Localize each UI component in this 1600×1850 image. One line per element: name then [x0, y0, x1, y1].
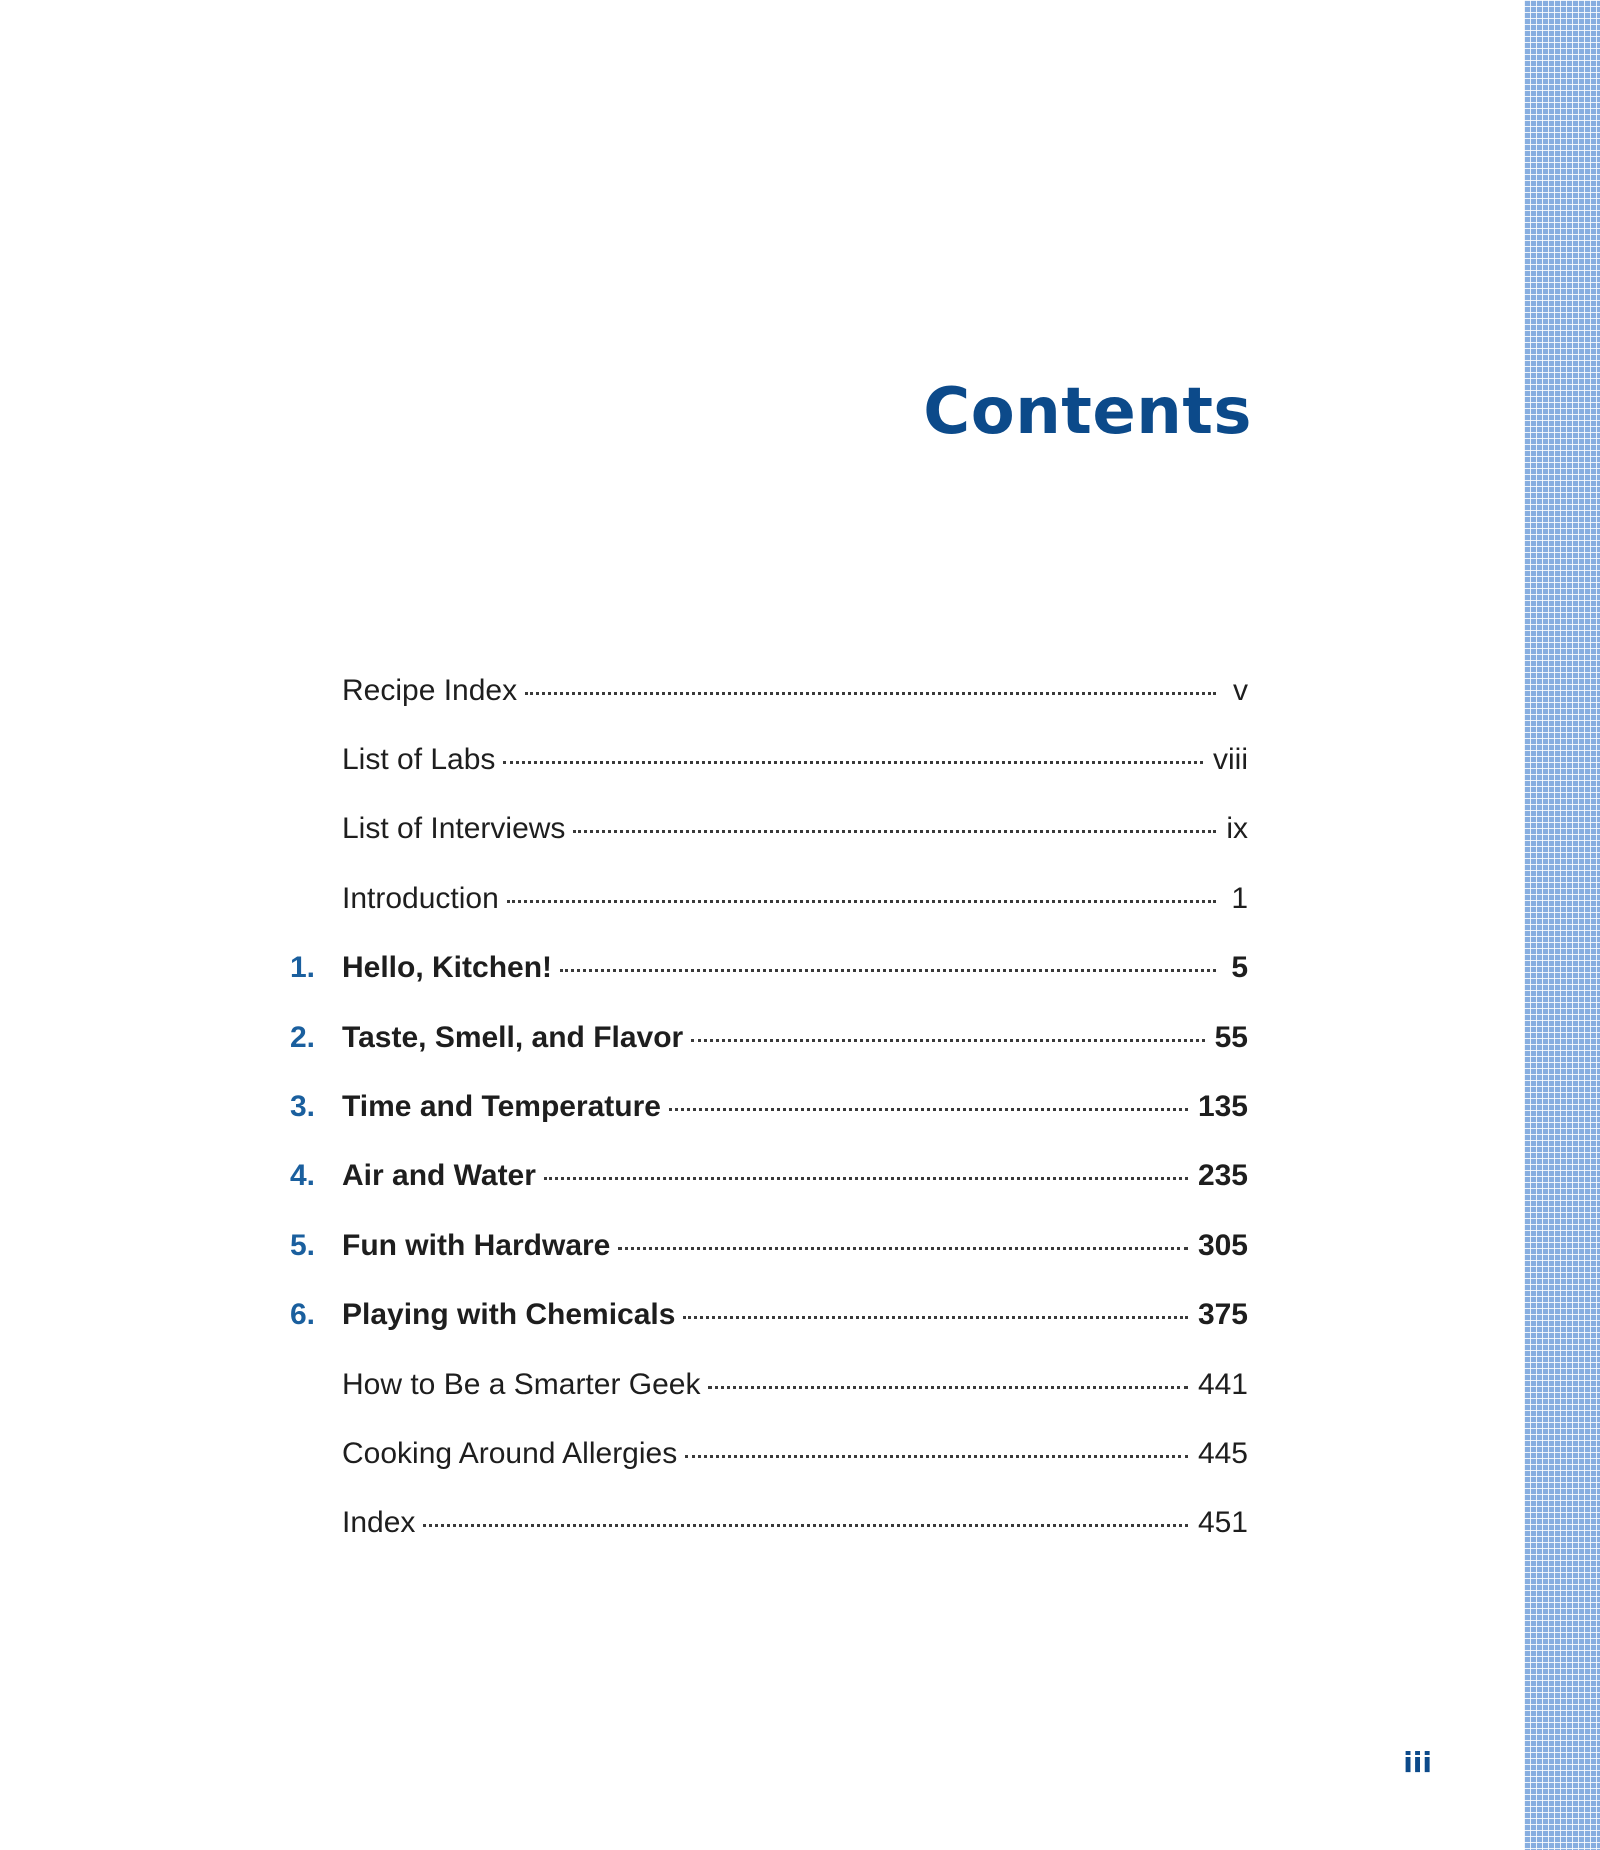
- toc-entry-list-of-interviews[interactable]: [280, 795, 1248, 864]
- toc-entry-recipe-index[interactable]: [280, 656, 1248, 725]
- toc-entry-chapter-4[interactable]: [280, 1142, 1248, 1211]
- toc-entry-number: 5.: [290, 1228, 316, 1262]
- toc-entry-title: List of Labs: [342, 743, 496, 777]
- toc-entry-title: Hello, Kitchen!: [342, 951, 553, 985]
- toc-entry-title: Index: [342, 1506, 416, 1540]
- toc-entry-page: viii: [1213, 743, 1248, 777]
- toc-entry-index[interactable]: [280, 1489, 1248, 1558]
- dot-leader: [544, 1177, 1188, 1180]
- dot-leader: [683, 1316, 1188, 1319]
- toc-entry-page: 235: [1197, 1159, 1248, 1193]
- toc-entry-page: 55: [1214, 1020, 1248, 1054]
- toc-entry-title: Cooking Around Allergies: [342, 1436, 678, 1470]
- toc-entry-introduction[interactable]: [280, 864, 1248, 933]
- dot-leader: [573, 830, 1216, 833]
- toc-entry-title: Air and Water: [342, 1159, 536, 1193]
- toc-entry-page: 445: [1197, 1436, 1248, 1470]
- toc-entry-list-of-labs[interactable]: [280, 725, 1248, 794]
- toc-entry-page: v: [1233, 673, 1248, 707]
- toc-entry-page: 5: [1231, 951, 1248, 985]
- toc-entry-chapter-3[interactable]: [280, 1072, 1248, 1141]
- toc-entry-number: 6.: [290, 1298, 316, 1332]
- toc-entry-page: ix: [1226, 812, 1248, 846]
- toc-entry-number: 1.: [290, 951, 316, 985]
- toc-entry-title: Time and Temperature: [342, 1090, 661, 1124]
- toc-entry-smarter-geek[interactable]: [280, 1350, 1248, 1419]
- dot-leader: [507, 900, 1216, 903]
- dot-leader: [708, 1386, 1187, 1389]
- toc-entry-page: 441: [1197, 1367, 1248, 1401]
- dot-leader: [669, 1108, 1188, 1111]
- toc-entry-page: 305: [1197, 1228, 1248, 1262]
- toc-entry-page: 135: [1197, 1090, 1248, 1124]
- toc-entry-title: Recipe Index: [342, 673, 518, 707]
- toc-entry-title: Introduction: [342, 881, 499, 915]
- toc-entry-title: Playing with Chemicals: [342, 1298, 676, 1332]
- decorative-grid-strip: [1524, 0, 1600, 1850]
- toc-entry-page: 451: [1197, 1506, 1248, 1540]
- toc-entry-title: Taste, Smell, and Flavor: [342, 1020, 684, 1054]
- toc-entry-chapter-5[interactable]: [280, 1211, 1248, 1280]
- dot-leader: [560, 969, 1216, 972]
- toc-entry-title: List of Interviews: [342, 812, 566, 846]
- page-title: Contents: [923, 375, 1252, 449]
- toc-entry-chapter-2[interactable]: [280, 1003, 1248, 1072]
- dot-leader: [685, 1455, 1188, 1458]
- dot-leader: [618, 1247, 1188, 1250]
- dot-leader: [691, 1039, 1204, 1042]
- toc-entry-chapter-6[interactable]: [280, 1281, 1248, 1350]
- page-number: iii: [1403, 1746, 1432, 1779]
- dot-leader: [525, 692, 1216, 695]
- toc-entry-number: 4.: [290, 1159, 316, 1193]
- toc-entry-title: Fun with Hardware: [342, 1228, 611, 1262]
- toc-entry-number: 2.: [290, 1020, 316, 1054]
- toc-entry-allergies[interactable]: [280, 1419, 1248, 1488]
- toc-entry-title: How to Be a Smarter Geek: [342, 1367, 701, 1401]
- table-of-contents: [280, 656, 1248, 1558]
- toc-entry-page: 1: [1231, 881, 1248, 915]
- toc-entry-page: 375: [1197, 1298, 1248, 1332]
- dot-leader: [503, 761, 1203, 764]
- toc-entry-chapter-1[interactable]: [280, 934, 1248, 1003]
- toc-entry-number: 3.: [290, 1090, 316, 1124]
- dot-leader: [423, 1524, 1188, 1527]
